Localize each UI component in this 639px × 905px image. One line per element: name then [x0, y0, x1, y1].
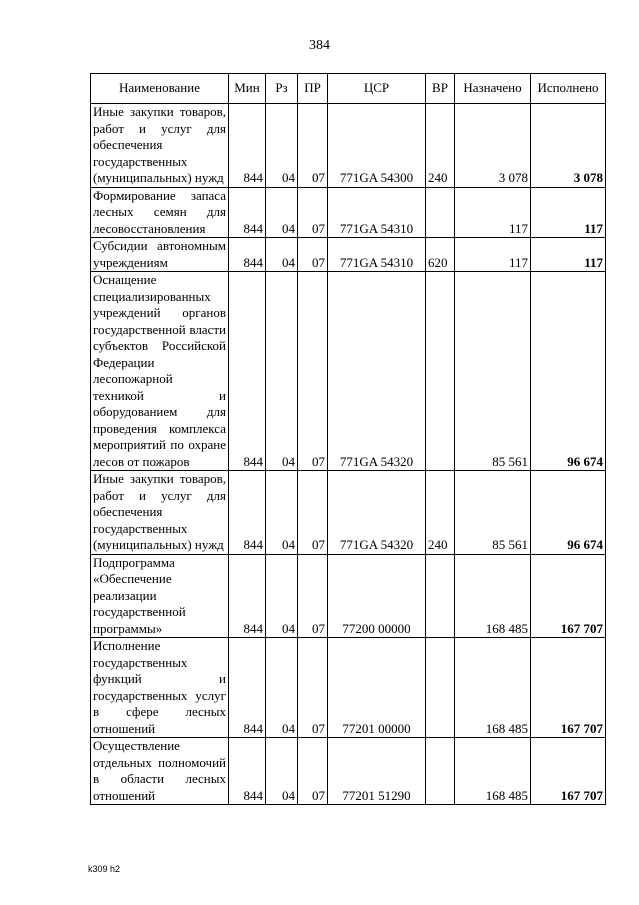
- cell-executed: 96 674: [531, 272, 606, 471]
- cell-min: 844: [229, 554, 266, 638]
- table-row: [91, 187, 606, 238]
- cell-min: 844: [229, 187, 266, 238]
- cell-name: Субсидии автономным учреждениям: [91, 238, 229, 272]
- cell-vr: 620: [426, 238, 455, 272]
- table-row: [91, 554, 606, 638]
- cell-pr: 07: [298, 272, 328, 471]
- table-row: [91, 272, 606, 471]
- cell-pr: 07: [298, 471, 328, 555]
- cell-name: Осуществление отдельных полномочий в области лесных отношений: [91, 738, 229, 805]
- cell-assigned: 85 561: [455, 272, 531, 471]
- cell-name: Формирование запаса лесных семян для лесовосстановления: [91, 187, 229, 238]
- cell-assigned: 117: [455, 187, 531, 238]
- cell-executed: 167 707: [531, 638, 606, 738]
- cell-executed: 117: [531, 238, 606, 272]
- cell-pr: 07: [298, 238, 328, 272]
- cell-assigned: 168 485: [455, 638, 531, 738]
- header-csr: ЦСР: [328, 74, 426, 104]
- header-row: [91, 74, 606, 104]
- cell-vr: 240: [426, 104, 455, 188]
- cell-vr: [426, 554, 455, 638]
- cell-rz: 04: [266, 187, 298, 238]
- cell-rz: 04: [266, 638, 298, 738]
- cell-vr: [426, 638, 455, 738]
- table-row: [91, 738, 606, 805]
- cell-name: Оснащение специализированных учреждений органов государственной власти субъектов Российской Федерации лесопожарной техникой и оборудованием для проведения комплекса мероприятий по охране лесов от пожаров: [91, 272, 229, 471]
- cell-csr: 771GA 54320: [328, 272, 426, 471]
- cell-executed: 117: [531, 187, 606, 238]
- cell-pr: 07: [298, 638, 328, 738]
- cell-csr: 77201 00000: [328, 638, 426, 738]
- cell-pr: 07: [298, 554, 328, 638]
- cell-vr: 240: [426, 471, 455, 555]
- cell-csr: 771GA 54320: [328, 471, 426, 555]
- cell-assigned: 168 485: [455, 554, 531, 638]
- cell-csr: 77201 51290: [328, 738, 426, 805]
- cell-executed: 167 707: [531, 738, 606, 805]
- budget-table: [90, 73, 606, 805]
- header-pr: ПР: [298, 74, 328, 104]
- table-row: [91, 104, 606, 188]
- table-row: [91, 638, 606, 738]
- cell-min: 844: [229, 471, 266, 555]
- cell-assigned: 117: [455, 238, 531, 272]
- header-rz: Рз: [266, 74, 298, 104]
- cell-rz: 04: [266, 272, 298, 471]
- cell-name: Подпрограмма «Обеспечение реализации государственной программы»: [91, 554, 229, 638]
- cell-pr: 07: [298, 738, 328, 805]
- cell-rz: 04: [266, 104, 298, 188]
- table-row: [91, 238, 606, 272]
- cell-name: Исполнение государственных функций и государственных услуг в сфере лесных отношений: [91, 638, 229, 738]
- cell-executed: 3 078: [531, 104, 606, 188]
- cell-assigned: 85 561: [455, 471, 531, 555]
- cell-vr: [426, 272, 455, 471]
- cell-min: 844: [229, 638, 266, 738]
- cell-csr: 771GA 54310: [328, 238, 426, 272]
- cell-assigned: 168 485: [455, 738, 531, 805]
- header-executed: Исполнено: [531, 74, 606, 104]
- table-row: [91, 471, 606, 555]
- cell-min: 844: [229, 738, 266, 805]
- cell-vr: [426, 738, 455, 805]
- header-vr: ВР: [426, 74, 455, 104]
- cell-csr: 771GA 54300: [328, 104, 426, 188]
- cell-rz: 04: [266, 471, 298, 555]
- cell-assigned: 3 078: [455, 104, 531, 188]
- footer-code: k309 h2: [88, 864, 121, 874]
- header-name: Наименование: [91, 74, 229, 104]
- cell-rz: 04: [266, 738, 298, 805]
- cell-pr: 07: [298, 104, 328, 188]
- cell-csr: 771GA 54310: [328, 187, 426, 238]
- cell-min: 844: [229, 104, 266, 188]
- table-body: [91, 104, 606, 805]
- page-number: 384: [309, 38, 330, 53]
- cell-executed: 96 674: [531, 471, 606, 555]
- header-min: Мин: [229, 74, 266, 104]
- cell-rz: 04: [266, 238, 298, 272]
- cell-pr: 07: [298, 187, 328, 238]
- header-assigned: Назначено: [455, 74, 531, 104]
- cell-min: 844: [229, 272, 266, 471]
- cell-rz: 04: [266, 554, 298, 638]
- cell-min: 844: [229, 238, 266, 272]
- cell-vr: [426, 187, 455, 238]
- cell-name: Иные закупки товаров, работ и услуг для обеспечения государственных (муниципальных) нужд: [91, 471, 229, 555]
- cell-csr: 77200 00000: [328, 554, 426, 638]
- cell-executed: 167 707: [531, 554, 606, 638]
- cell-name: Иные закупки товаров, работ и услуг для обеспечения государственных (муниципальных) нужд: [91, 104, 229, 188]
